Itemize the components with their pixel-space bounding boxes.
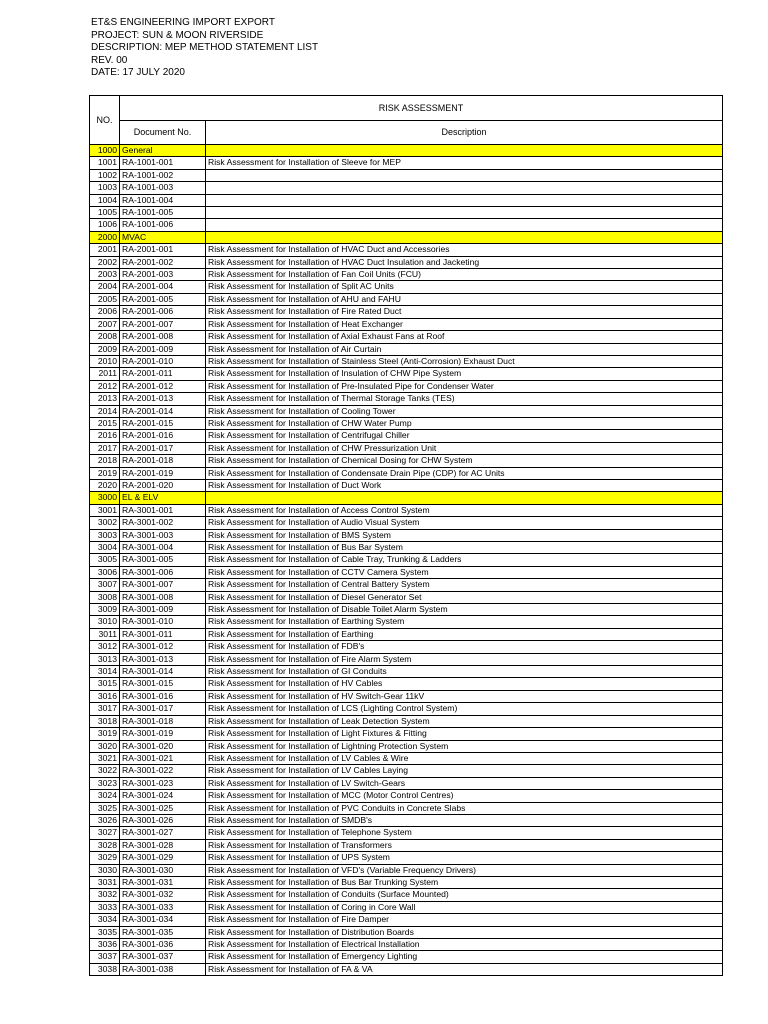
description: Risk Assessment for Installation of Fan Coil Units (FCU) (206, 269, 723, 281)
table-row (90, 628, 723, 640)
row-number: 3026 (90, 814, 120, 826)
table-row (90, 318, 723, 330)
table-row (90, 591, 723, 603)
row-number: 3003 (90, 529, 120, 541)
table-row (90, 839, 723, 851)
description (206, 207, 723, 219)
row-number: 3016 (90, 690, 120, 702)
row-number: 3001 (90, 504, 120, 516)
document-number: RA-3001-027 (120, 827, 206, 839)
row-number: 3019 (90, 728, 120, 740)
row-number: 3004 (90, 542, 120, 554)
column-header-no: NO. (90, 96, 120, 145)
table-row (90, 703, 723, 715)
row-number: 2013 (90, 393, 120, 405)
table-row (90, 963, 723, 975)
document-number: RA-3001-018 (120, 715, 206, 727)
row-number: 2006 (90, 306, 120, 318)
document-number: RA-3001-013 (120, 653, 206, 665)
document-number: RA-2001-017 (120, 442, 206, 454)
table-row (90, 666, 723, 678)
document-number: RA-3001-024 (120, 790, 206, 802)
row-number: 3038 (90, 963, 120, 975)
table-row (90, 579, 723, 591)
description: Risk Assessment for Installation of Bus Bar System (206, 542, 723, 554)
row-number: 3010 (90, 616, 120, 628)
document-number: RA-2001-015 (120, 417, 206, 429)
table-row (90, 728, 723, 740)
row-number: 3024 (90, 790, 120, 802)
document-number: RA-3001-038 (120, 963, 206, 975)
table-row (90, 405, 723, 417)
document-number: RA-2001-020 (120, 479, 206, 491)
document-number: RA-2001-004 (120, 281, 206, 293)
description: Risk Assessment for Installation of HV Cables (206, 678, 723, 690)
document-number: EL & ELV (120, 492, 206, 504)
table-row (90, 207, 723, 219)
row-number: 2009 (90, 343, 120, 355)
table-row (90, 777, 723, 789)
row-number: 1004 (90, 194, 120, 206)
description: Risk Assessment for Installation of Conduits (Surface Mounted) (206, 889, 723, 901)
description (206, 169, 723, 181)
description: Risk Assessment for Installation of BMS System (206, 529, 723, 541)
table-row (90, 864, 723, 876)
description: Risk Assessment for Installation of CHW Pressurization Unit (206, 442, 723, 454)
row-number: 1000 (90, 145, 120, 157)
description: Risk Assessment for Installation of Telephone System (206, 827, 723, 839)
table-row (90, 256, 723, 268)
document-number: RA-3001-003 (120, 529, 206, 541)
document-number: RA-2001-013 (120, 393, 206, 405)
description: Risk Assessment for Installation of FDB's (206, 641, 723, 653)
description (206, 231, 723, 243)
document-number: RA-3001-010 (120, 616, 206, 628)
row-number: 2016 (90, 430, 120, 442)
table-row (90, 244, 723, 256)
description: Risk Assessment for Installation of Thermal Storage Tanks (TES) (206, 393, 723, 405)
row-number: 3031 (90, 876, 120, 888)
table-row (90, 281, 723, 293)
row-number: 2015 (90, 417, 120, 429)
table-row (90, 293, 723, 305)
document-number: RA-3001-012 (120, 641, 206, 653)
document-number: RA-2001-006 (120, 306, 206, 318)
column-header-description: Description (206, 120, 723, 145)
table-row (90, 914, 723, 926)
document-number: RA-3001-019 (120, 728, 206, 740)
description: Risk Assessment for Installation of Sleeve for MEP (206, 157, 723, 169)
description: Risk Assessment for Installation of Stainless Steel (Anti-Corrosion) Exhaust Duct (206, 355, 723, 367)
description: Risk Assessment for Installation of Distribution Boards (206, 926, 723, 938)
document-number: RA-3001-001 (120, 504, 206, 516)
document-number: RA-3001-033 (120, 901, 206, 913)
table-row (90, 641, 723, 653)
row-number: 2014 (90, 405, 120, 417)
row-number: 3000 (90, 492, 120, 504)
description: Risk Assessment for Installation of CHW Water Pump (206, 417, 723, 429)
document-number: RA-3001-023 (120, 777, 206, 789)
description: Risk Assessment for Installation of Chemical Dosing for CHW System (206, 455, 723, 467)
description: Risk Assessment for Installation of Central Battery System (206, 579, 723, 591)
table-row (90, 616, 723, 628)
document-number: RA-2001-014 (120, 405, 206, 417)
description: Risk Assessment for Installation of LV Cables Laying (206, 765, 723, 777)
row-number: 2020 (90, 479, 120, 491)
row-number: 1001 (90, 157, 120, 169)
document-number: RA-3001-037 (120, 951, 206, 963)
row-number: 2017 (90, 442, 120, 454)
description: Risk Assessment for Installation of Centrifugal Chiller (206, 430, 723, 442)
row-number: 2008 (90, 331, 120, 343)
table-row (90, 442, 723, 454)
description: Risk Assessment for Installation of PVC Conduits in Concrete Slabs (206, 802, 723, 814)
description: Risk Assessment for Installation of Condensate Drain Pipe (CDP) for AC Units (206, 467, 723, 479)
row-number: 3027 (90, 827, 120, 839)
description: Risk Assessment for Installation of Leak Detection System (206, 715, 723, 727)
table-row (90, 752, 723, 764)
document-number: RA-1001-004 (120, 194, 206, 206)
table-row (90, 901, 723, 913)
row-number: 3017 (90, 703, 120, 715)
description (206, 219, 723, 231)
description: Risk Assessment for Installation of Earthing System (206, 616, 723, 628)
project-name: PROJECT: SUN & MOON RIVERSIDE (91, 29, 264, 41)
description: Risk Assessment for Installation of Fire Alarm System (206, 653, 723, 665)
description: Risk Assessment for Installation of Axial Exhaust Fans at Roof (206, 331, 723, 343)
description: Risk Assessment for Installation of FA & VA (206, 963, 723, 975)
document-number: RA-3001-021 (120, 752, 206, 764)
description: Risk Assessment for Installation of Heat Exchanger (206, 318, 723, 330)
table-row (90, 790, 723, 802)
table-row (90, 926, 723, 938)
table-row (90, 604, 723, 616)
document-description: DESCRIPTION: MEP METHOD STATEMENT LIST (91, 42, 319, 53)
section-row (90, 492, 723, 504)
row-number: 3005 (90, 554, 120, 566)
description: Risk Assessment for Installation of LV Switch-Gears (206, 777, 723, 789)
description: Risk Assessment for Installation of Coring in Core Wall (206, 901, 723, 913)
row-number: 3029 (90, 852, 120, 864)
document-number: RA-2001-016 (120, 430, 206, 442)
table-row (90, 393, 723, 405)
document-number: RA-3001-032 (120, 889, 206, 901)
row-number: 2000 (90, 231, 120, 243)
row-number: 2018 (90, 455, 120, 467)
description: Risk Assessment for Installation of Air Curtain (206, 343, 723, 355)
description: Risk Assessment for Installation of Diesel Generator Set (206, 591, 723, 603)
table-row (90, 380, 723, 392)
document-number: MVAC (120, 231, 206, 243)
table-row (90, 715, 723, 727)
document-number: RA-2001-003 (120, 269, 206, 281)
description: Risk Assessment for Installation of HVAC Duct Insulation and Jacketing (206, 256, 723, 268)
table-row (90, 852, 723, 864)
column-header-document-no: Document No. (120, 120, 206, 145)
row-number: 3006 (90, 566, 120, 578)
description (206, 194, 723, 206)
description (206, 145, 723, 157)
document-number: RA-3001-036 (120, 939, 206, 951)
table-row (90, 269, 723, 281)
description: Risk Assessment for Installation of LCS (Lighting Control System) (206, 703, 723, 715)
description: Risk Assessment for Installation of Disable Toilet Alarm System (206, 604, 723, 616)
row-number: 3008 (90, 591, 120, 603)
table-row (90, 504, 723, 516)
row-number: 3012 (90, 641, 120, 653)
description: Risk Assessment for Installation of Emergency Lighting (206, 951, 723, 963)
table-row (90, 740, 723, 752)
table-row (90, 529, 723, 541)
table-row (90, 479, 723, 491)
document-number: RA-2001-010 (120, 355, 206, 367)
table-body (90, 145, 723, 976)
description (206, 182, 723, 194)
table-row (90, 430, 723, 442)
document-number: RA-3001-008 (120, 591, 206, 603)
document-number: RA-3001-004 (120, 542, 206, 554)
table-row (90, 951, 723, 963)
description: Risk Assessment for Installation of GI Conduits (206, 666, 723, 678)
row-number: 2003 (90, 269, 120, 281)
document-number: RA-2001-008 (120, 331, 206, 343)
row-number: 3037 (90, 951, 120, 963)
table-row (90, 343, 723, 355)
table-row (90, 765, 723, 777)
table-row (90, 690, 723, 702)
document-number: RA-3001-009 (120, 604, 206, 616)
row-number: 3023 (90, 777, 120, 789)
row-number: 3033 (90, 901, 120, 913)
document-number: RA-3001-007 (120, 579, 206, 591)
document-number: RA-2001-011 (120, 368, 206, 380)
row-number: 3021 (90, 752, 120, 764)
document-number: RA-1001-005 (120, 207, 206, 219)
document-number: RA-3001-020 (120, 740, 206, 752)
document-number: RA-2001-018 (120, 455, 206, 467)
row-number: 3009 (90, 604, 120, 616)
table-row (90, 467, 723, 479)
document-date: DATE: 17 JULY 2020 (91, 67, 185, 78)
row-number: 3035 (90, 926, 120, 938)
description: Risk Assessment for Installation of Cable Tray, Trunking & Ladders (206, 554, 723, 566)
document-number: RA-2001-002 (120, 256, 206, 268)
table-row (90, 678, 723, 690)
table-row (90, 542, 723, 554)
table-row (90, 876, 723, 888)
description: Risk Assessment for Installation of VFD's (Variable Frequency Drivers) (206, 864, 723, 876)
row-number: 3030 (90, 864, 120, 876)
row-number: 3011 (90, 628, 120, 640)
row-number: 2004 (90, 281, 120, 293)
row-number: 3036 (90, 939, 120, 951)
row-number: 3002 (90, 517, 120, 529)
row-number: 2005 (90, 293, 120, 305)
description: Risk Assessment for Installation of Bus Bar Trunking System (206, 876, 723, 888)
document-number: RA-3001-034 (120, 914, 206, 926)
description: Risk Assessment for Installation of HV Switch-Gear 11kV (206, 690, 723, 702)
table-row (90, 566, 723, 578)
document-number: RA-3001-035 (120, 926, 206, 938)
document-number: RA-3001-015 (120, 678, 206, 690)
section-row (90, 231, 723, 243)
row-number: 3020 (90, 740, 120, 752)
row-number: 3025 (90, 802, 120, 814)
table-row (90, 455, 723, 467)
row-number: 3014 (90, 666, 120, 678)
table-row (90, 814, 723, 826)
table-row (90, 306, 723, 318)
document-number: RA-3001-030 (120, 864, 206, 876)
document-number: RA-3001-014 (120, 666, 206, 678)
row-number: 3018 (90, 715, 120, 727)
document-number: RA-3001-002 (120, 517, 206, 529)
document-number: RA-2001-001 (120, 244, 206, 256)
row-number: 1002 (90, 169, 120, 181)
description: Risk Assessment for Installation of Duct Work (206, 479, 723, 491)
document-number: RA-2001-019 (120, 467, 206, 479)
table-row (90, 653, 723, 665)
table-row (90, 355, 723, 367)
description: Risk Assessment for Installation of Access Control System (206, 504, 723, 516)
description: Risk Assessment for Installation of Earthing (206, 628, 723, 640)
row-number: 3034 (90, 914, 120, 926)
document-number: RA-2001-012 (120, 380, 206, 392)
description: Risk Assessment for Installation of Fire Rated Duct (206, 306, 723, 318)
table-row (90, 554, 723, 566)
document-number: RA-2001-007 (120, 318, 206, 330)
description: Risk Assessment for Installation of AHU and FAHU (206, 293, 723, 305)
table-row (90, 157, 723, 169)
row-number: 2002 (90, 256, 120, 268)
table-row (90, 169, 723, 181)
table-row (90, 219, 723, 231)
row-number: 2010 (90, 355, 120, 367)
document-number: RA-1001-003 (120, 182, 206, 194)
company-name: ET&S ENGINEERING IMPORT EXPORT (91, 17, 275, 28)
group-header-risk-assessment: RISK ASSESSMENT (120, 96, 723, 121)
table-row (90, 802, 723, 814)
row-number: 3013 (90, 653, 120, 665)
table-row (90, 182, 723, 194)
table-row (90, 939, 723, 951)
description: Risk Assessment for Installation of CCTV Camera System (206, 566, 723, 578)
description: Risk Assessment for Installation of Electrical Installation (206, 939, 723, 951)
document-number: RA-1001-001 (120, 157, 206, 169)
row-number: 3007 (90, 579, 120, 591)
document-number: RA-3001-022 (120, 765, 206, 777)
description: Risk Assessment for Installation of HVAC Duct and Accessories (206, 244, 723, 256)
description: Risk Assessment for Installation of Split AC Units (206, 281, 723, 293)
description (206, 492, 723, 504)
row-number: 1003 (90, 182, 120, 194)
document-number: RA-3001-005 (120, 554, 206, 566)
revision: REV. 00 (91, 54, 128, 66)
row-number: 3015 (90, 678, 120, 690)
document-number: RA-2001-005 (120, 293, 206, 305)
description: Risk Assessment for Installation of Pre-Insulated Pipe for Condenser Water (206, 380, 723, 392)
row-number: 2007 (90, 318, 120, 330)
table-row (90, 827, 723, 839)
document-number: RA-3001-006 (120, 566, 206, 578)
row-number: 3028 (90, 839, 120, 851)
row-number: 3022 (90, 765, 120, 777)
description: Risk Assessment for Installation of Light Fixtures & Fitting (206, 728, 723, 740)
document-number: RA-3001-025 (120, 802, 206, 814)
table-row (90, 517, 723, 529)
table-head (90, 96, 723, 145)
document-number: RA-1001-002 (120, 169, 206, 181)
description: Risk Assessment for Installation of Lightning Protection System (206, 740, 723, 752)
table-row (90, 368, 723, 380)
description: Risk Assessment for Installation of Insulation of CHW Pipe System (206, 368, 723, 380)
description: Risk Assessment for Installation of UPS System (206, 852, 723, 864)
row-number: 1005 (90, 207, 120, 219)
table-row (90, 417, 723, 429)
row-number: 2019 (90, 467, 120, 479)
description: Risk Assessment for Installation of Cooling Tower (206, 405, 723, 417)
row-number: 3032 (90, 889, 120, 901)
description: Risk Assessment for Installation of SMDB's (206, 814, 723, 826)
document-number: RA-3001-017 (120, 703, 206, 715)
document-number: RA-1001-006 (120, 219, 206, 231)
row-number: 2012 (90, 380, 120, 392)
row-number: 2001 (90, 244, 120, 256)
table-row (90, 194, 723, 206)
risk-assessment-table (89, 95, 723, 976)
description: Risk Assessment for Installation of Transformers (206, 839, 723, 851)
document-header (91, 17, 318, 80)
document-number: General (120, 145, 206, 157)
document-number: RA-3001-016 (120, 690, 206, 702)
table-row (90, 889, 723, 901)
table-row (90, 331, 723, 343)
description: Risk Assessment for Installation of Fire Damper (206, 914, 723, 926)
section-row (90, 145, 723, 157)
description: Risk Assessment for Installation of MCC (Motor Control Centres) (206, 790, 723, 802)
document-number: RA-3001-031 (120, 876, 206, 888)
row-number: 1006 (90, 219, 120, 231)
row-number: 2011 (90, 368, 120, 380)
document-number: RA-2001-009 (120, 343, 206, 355)
document-number: RA-3001-011 (120, 628, 206, 640)
description: Risk Assessment for Installation of LV Cables & Wire (206, 752, 723, 764)
document-number: RA-3001-029 (120, 852, 206, 864)
document-number: RA-3001-026 (120, 814, 206, 826)
document-number: RA-3001-028 (120, 839, 206, 851)
description: Risk Assessment for Installation of Audio Visual System (206, 517, 723, 529)
